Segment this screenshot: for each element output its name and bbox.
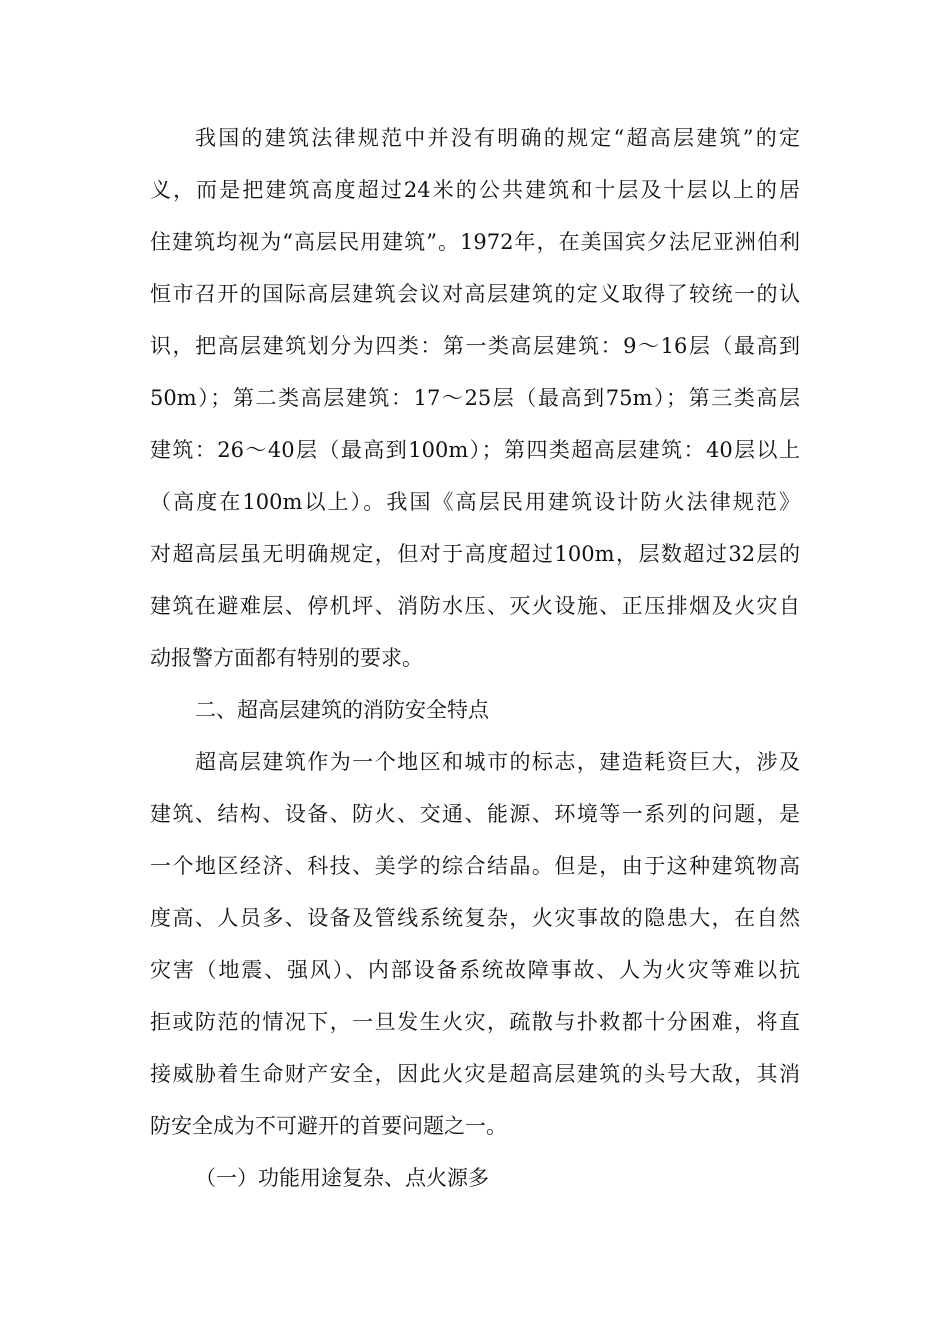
- section-heading-2: 二、超高层建筑的消防安全特点: [195, 698, 489, 722]
- paragraph-2-line-6: 拒或防范的情况下，一旦发生火灾，疏散与扑救都十分困难，将直: [150, 1010, 800, 1034]
- paragraph-1-line-8: （高度在100m以上）。我国《高层民用建筑设计防火法律规范》: [150, 490, 800, 514]
- paragraph-2-line-2: 建筑、结构、设备、防火、交通、能源、环境等一系列的问题，是: [150, 802, 800, 826]
- paragraph-2-line-8: 防安全成为不可避开的首要问题之一。: [150, 1114, 507, 1138]
- paragraph-1-line-2: 义，而是把建筑高度超过24米的公共建筑和十层及十层以上的居: [150, 178, 800, 202]
- paragraph-1-line-10: 建筑在避难层、停机坪、消防水压、灭火设施、正压排烟及火灾自: [150, 594, 800, 618]
- paragraph-2-line-7: 接威胁着生命财产安全，因此火灾是超高层建筑的头号大敌，其消: [150, 1062, 800, 1086]
- paragraph-2-line-4: 度高、人员多、设备及管线系统复杂，火灾事故的隐患大，在自然: [150, 906, 800, 930]
- paragraph-1-line-3: 住建筑均视为“高层民用建筑”。1972年，在美国宾夕法尼亚洲伯利: [150, 230, 800, 254]
- paragraph-2-line-3: 一个地区经济、科技、美学的综合结晶。但是，由于这种建筑物高: [150, 854, 800, 878]
- paragraph-1-line-4: 恒市召开的国际高层建筑会议对高层建筑的定义取得了较统一的认: [150, 282, 800, 306]
- paragraph-2-line-5: 灾害（地震、强风）、内部设备系统故障事故、人为火灾等难以抗: [150, 958, 800, 982]
- paragraph-1-line-9: 对超高层虽无明确规定，但对于高度超过100m，层数超过32层的: [150, 542, 800, 566]
- section-heading-3: （一）功能用途复杂、点火源多: [195, 1166, 489, 1190]
- paragraph-1-line-6: 50m）；第二类高层建筑：17～25层（最高到75m）；第三类高层: [150, 386, 800, 410]
- paragraph-2-line-1: 超高层建筑作为一个地区和城市的标志，建造耗资巨大，涉及: [195, 750, 800, 774]
- paragraph-1-line-1: 我国的建筑法律规范中并没有明确的规定“超高层建筑”的定: [195, 126, 800, 150]
- paragraph-1-line-5: 识，把高层建筑划分为四类：第一类高层建筑：9～16层（最高到: [150, 334, 800, 358]
- paragraph-1-line-7: 建筑：26～40层（最高到100m）；第四类超高层建筑：40层以上: [150, 438, 800, 462]
- paragraph-1-line-11: 动报警方面都有特别的要求。: [150, 646, 423, 670]
